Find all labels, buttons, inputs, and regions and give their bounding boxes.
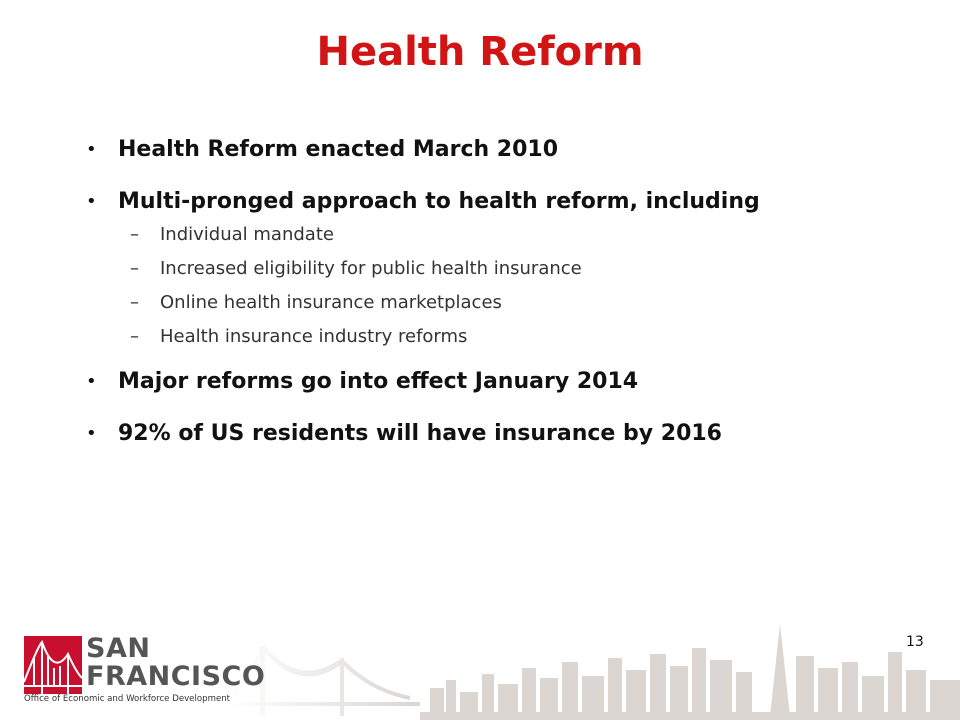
dash-icon: – <box>130 326 139 347</box>
bullet-dot-icon: • <box>86 423 97 444</box>
bullet-text: Health Reform enacted March 2010 <box>118 137 559 162</box>
sub-bullet-list <box>118 223 904 349</box>
logo-text-francisco: FRANCISCO <box>86 661 266 692</box>
bullet-list <box>84 135 904 471</box>
sub-bullet-item <box>118 291 904 315</box>
sub-bullet-text: Online health insurance marketplaces <box>160 292 502 313</box>
dash-icon: – <box>130 224 139 245</box>
sub-bullet-text: Increased eligibility for public health insurance <box>160 258 582 279</box>
san-francisco-logo <box>24 633 266 708</box>
bullet-dot-icon: • <box>86 191 97 212</box>
sub-bullet-text: Health insurance industry reforms <box>160 326 468 347</box>
slide-title: Health Reform <box>316 29 644 75</box>
logo-text-san: SAN <box>86 633 151 664</box>
golden-gate-bridge-icon <box>24 636 82 694</box>
bullet-text: 92% of US residents will have insurance by 2016 <box>118 421 722 446</box>
dash-icon: – <box>130 258 139 279</box>
bullet-text: Multi-pronged approach to health reform, including <box>118 189 760 214</box>
city-skyline-icon <box>230 618 960 720</box>
bullet-text: Major reforms go into effect January 2014 <box>118 369 639 394</box>
bullet-item <box>84 419 904 449</box>
dash-icon: – <box>130 292 139 313</box>
sub-bullet-item <box>118 325 904 349</box>
sub-bullet-item <box>118 257 904 281</box>
bullet-dot-icon: • <box>86 371 97 392</box>
bullet-item <box>84 367 904 397</box>
page-number: 13 <box>906 634 924 650</box>
bullet-dot-icon: • <box>86 139 97 160</box>
bullet-item <box>84 135 904 165</box>
logo-subtitle: Office of Economic and Workforce Development <box>24 694 231 704</box>
bullet-item <box>84 187 904 349</box>
sub-bullet-item <box>118 223 904 247</box>
sub-bullet-text: Individual mandate <box>160 224 334 245</box>
